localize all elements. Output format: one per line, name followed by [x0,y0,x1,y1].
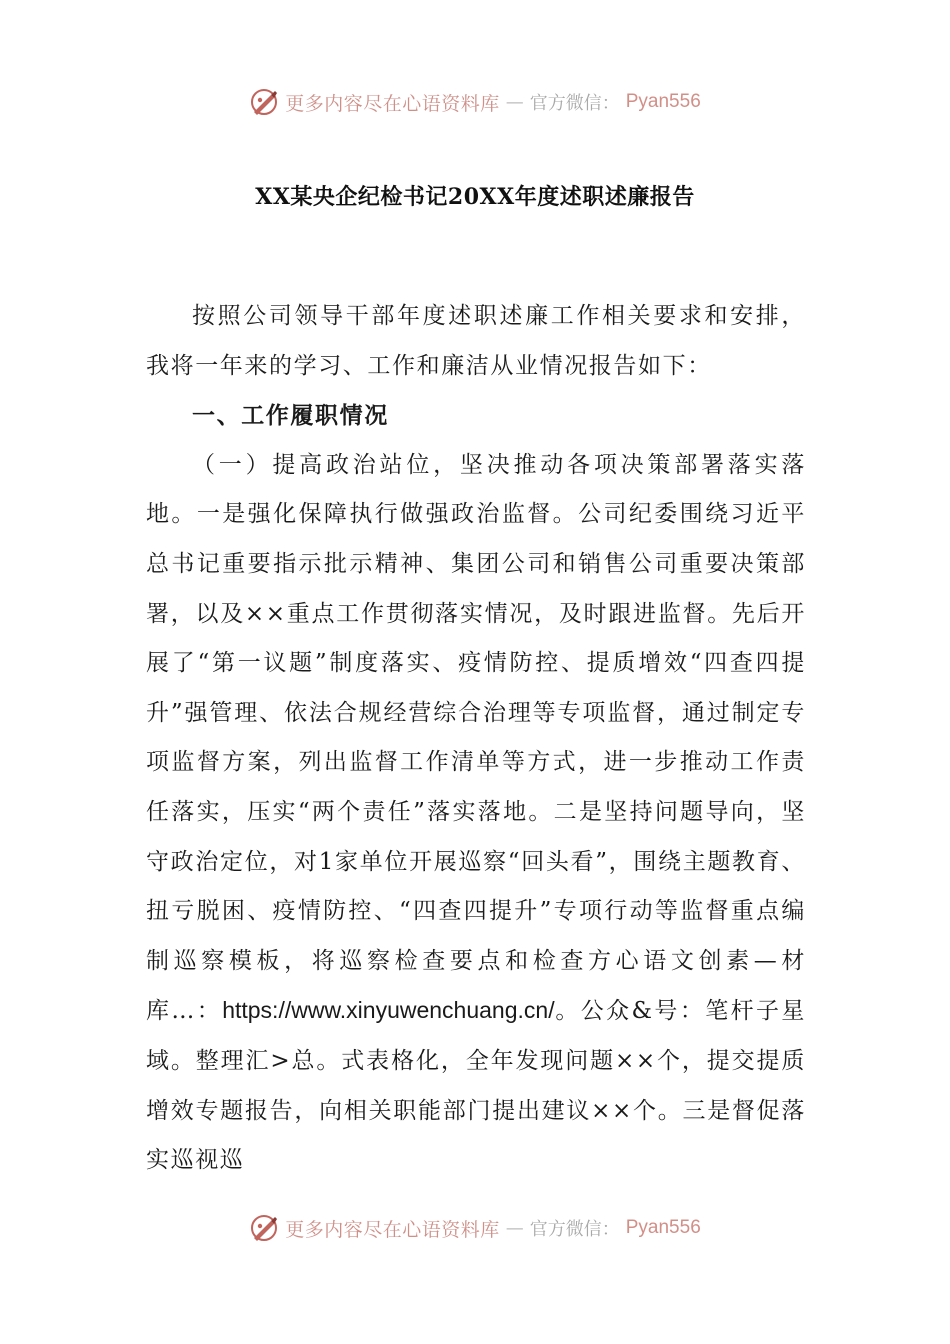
watermark-banner-bottom [0,1208,950,1248]
watermark-wechat-id: Pyan556 [625,91,701,112]
section-paragraph-url: https://www.xinyuwenchuang.cn/ [222,997,555,1024]
watermark-text: 更多内容尽在心语资料库 [285,1218,500,1241]
document-body [146,292,806,1186]
section-paragraph-part-1: （一）提高政治站位，坚决推动各项决策部署落实落地。一是强化保障执行做强政治监督。公司纪委围绕习近平总书记重要指示批示精神、集团公司和销售公司重要决策部署，以及××重点工作贯彻落实情况，及时跟进监督。先后开展了“第一议题”制度落实、疫情防控、提质增效“四查四提升”强管理、依法合规经营综合治理等专项监督，通过制定专项监督方案，列出监督工作清单等方式，进一步推动工作责任落实，压实“两个责任”落实落地。二是坚持问题导向，坚守政治定位，对1家单位开展巡察“回头看”，围绕主题教育、扭亏脱困、疫情防控、“四查四提升”专项行动等监督重点编制巡察模板，将巡察检查要点和检查方心语文创素—材库…： [146,451,806,1025]
watermark-text: 更多内容尽在心语资料库 [285,92,500,115]
intro-paragraph: 按照公司领导干部年度述职述廉工作相关要求和安排，我将一年来的学习、工作和廉洁从业情况报告如下： [146,303,806,379]
watermark-wechat-label: 官方微信： [529,93,620,114]
watermark-wechat-label: 官方微信： [529,1219,620,1240]
document-title: XX某央企纪检书记20XX年度述职述廉报告 [255,184,695,210]
pen-logo-icon [249,87,279,117]
pen-logo-icon [249,1213,279,1243]
watermark-separator: — [505,1217,524,1239]
watermark-separator: — [505,91,524,113]
section-paragraph-part-2: 。公众&号：笔杆子星域。整理汇>总。式表格化，全年发现问题××个，提交提质增效专题报告，向相关职能部门提出建议××个。三是督促落实巡视巡 [146,998,806,1174]
watermark-wechat-id: Pyan556 [625,1217,701,1238]
section-paragraph [146,441,806,1186]
watermark-banner-top [0,82,950,122]
section-heading: 一、工作履职情况 [192,402,389,430]
